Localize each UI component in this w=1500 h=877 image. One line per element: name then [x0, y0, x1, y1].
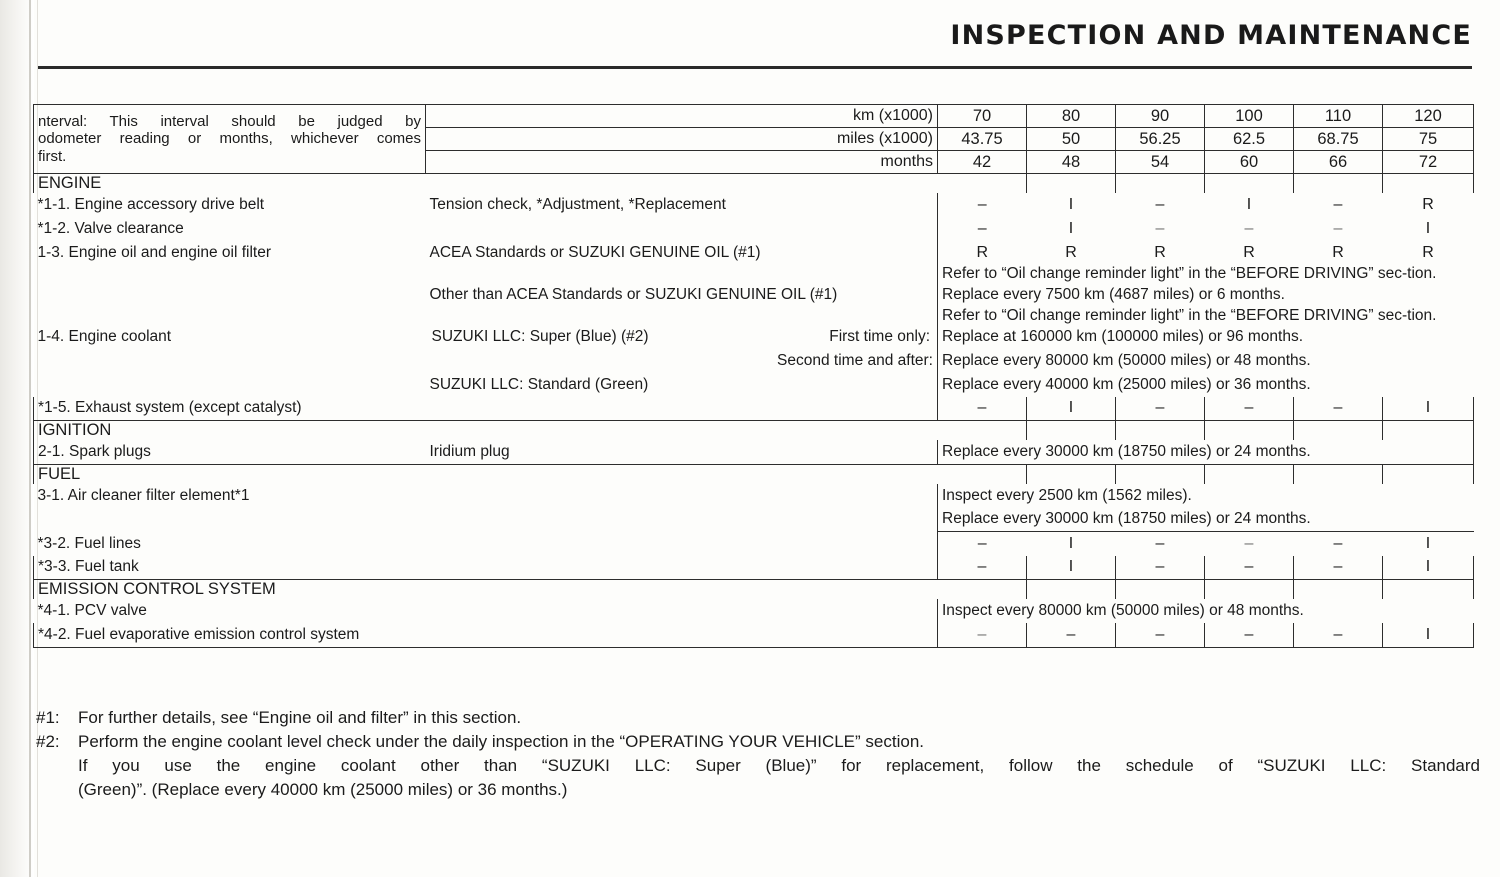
- header-divider: [38, 66, 1472, 69]
- mark-1-5-100: –: [1205, 397, 1294, 421]
- km-value-90: 90: [1116, 105, 1205, 128]
- mark-1-3-110: R: [1332, 243, 1344, 261]
- months-value-2: 48: [1027, 151, 1116, 174]
- item-label-blank: [34, 508, 426, 532]
- spacer-cell: [1205, 421, 1294, 440]
- interval-note-line-1: nterval: This interval should be judged by: [38, 113, 421, 131]
- item-label-blank: [34, 283, 426, 307]
- item-label-1-5: *1-5. Exhaust system (except catalyst): [34, 397, 426, 421]
- km-value-70: 70: [938, 105, 1027, 128]
- table-row: [34, 283, 1474, 307]
- table-row: [34, 440, 1474, 464]
- item-desc-2-1: Iridium plug: [426, 440, 938, 464]
- table-row: [34, 532, 1474, 556]
- mark-3-3-80: I: [1027, 556, 1116, 580]
- mark-3-3-110: –: [1294, 556, 1383, 580]
- mark-1-1-70: –: [938, 193, 1027, 217]
- mark-1-3-100: R: [1243, 243, 1255, 261]
- mark-3-2-70: –: [938, 532, 1027, 556]
- table-row: [34, 484, 1474, 508]
- item-label-1-3: 1-3. Engine oil and engine oil filter: [37, 244, 272, 262]
- mark-1-2-120: I: [1425, 219, 1431, 237]
- table-row: [34, 105, 1474, 128]
- spacer-cell: [1205, 174, 1294, 193]
- mark-1-1-80: I: [1068, 195, 1074, 213]
- section-title-engine: ENGINE: [34, 174, 938, 193]
- mark-1-2-90: –: [1155, 219, 1165, 237]
- note-oil-reminder-2: Refer to “Oil change reminder light” in the “BEFORE DRIVING” sec-tion.: [938, 307, 1474, 325]
- months-value-5: 66: [1294, 151, 1383, 174]
- item-label-1-1: *1-1. Engine accessory drive belt: [37, 196, 265, 214]
- km-value-110: 110: [1294, 105, 1383, 128]
- note-air-cleaner-replace: Replace every 30000 km (18750 miles) or 24 months.: [938, 508, 1474, 532]
- mark-3-2-120: I: [1425, 534, 1431, 552]
- table-row: [34, 217, 1474, 241]
- mark-1-5-110: –: [1294, 397, 1383, 421]
- mark-1-3-90: R: [1154, 243, 1166, 261]
- miles-value-4: 62.5: [1205, 128, 1294, 151]
- miles-value-5: 68.75: [1294, 128, 1383, 151]
- note-pcv-valve: Inspect every 80000 km (50000 miles) or 48 months.: [938, 599, 1474, 623]
- footnote-2: [36, 730, 1480, 754]
- section-header-row: [34, 464, 1474, 483]
- section-title-fuel: FUEL: [34, 464, 938, 483]
- mark-1-2-70: –: [938, 217, 1027, 241]
- months-value-1: 42: [938, 151, 1027, 174]
- prefix-second-time-and-after: Second time and after:: [777, 351, 933, 369]
- item-desc-1-1: Tension check, *Adjustment, *Replacement: [429, 196, 726, 214]
- spacer-cell: [938, 464, 1027, 483]
- section-title-ignition: IGNITION: [34, 421, 938, 440]
- spacer-cell: [1383, 421, 1474, 440]
- months-value-3: 54: [1116, 151, 1205, 174]
- spacer-cell: [1116, 464, 1205, 483]
- item-desc-3-2: [426, 532, 938, 556]
- table-row: [34, 556, 1474, 580]
- miles-value-2: 50: [1027, 128, 1116, 151]
- item-desc-3-1: [426, 484, 938, 508]
- months-value-6: 72: [1383, 151, 1474, 174]
- item-label-blank: [34, 373, 426, 397]
- mark-4-2-100: –: [1205, 623, 1294, 647]
- table-row: [34, 349, 1474, 373]
- table-row: [34, 265, 1474, 283]
- footnote-2-text-line-1: Perform the engine coolant level check under the daily inspection in the “OPERATING YOUR VEHICLE” section.: [78, 732, 924, 752]
- item-desc-4-1: [426, 599, 938, 623]
- mark-3-3-90: –: [1116, 556, 1205, 580]
- item-desc-1-5: [426, 397, 938, 421]
- maintenance-schedule-table: [33, 104, 1473, 648]
- footnotes: [36, 706, 1480, 803]
- section-header-row: [34, 421, 1474, 440]
- mark-1-1-120: R: [1422, 195, 1434, 213]
- item-label-3-1: 3-1. Air cleaner filter element*1: [37, 486, 250, 504]
- note-air-cleaner-inspect: Inspect every 2500 km (1562 miles).: [938, 484, 1474, 508]
- item-desc-3-3: [426, 556, 938, 580]
- mark-1-5-70: –: [938, 397, 1027, 421]
- table-row: [34, 623, 1474, 647]
- item-label-4-2: *4-2. Fuel evaporative emission control system: [34, 623, 426, 647]
- mark-4-2-80: –: [1027, 623, 1116, 647]
- unit-label-months: months: [426, 151, 938, 174]
- item-desc-blank: [426, 265, 938, 283]
- item-label-1-4: 1-4. Engine coolant: [37, 327, 172, 345]
- spacer-cell: [1027, 421, 1116, 440]
- spacer-cell: [1205, 580, 1294, 599]
- footnote-2-key: #2:: [36, 732, 60, 752]
- table-row: [34, 373, 1474, 397]
- interval-note-line-2: odometer reading or months, whichever comes: [38, 130, 421, 148]
- note-oil-reminder-1: Refer to “Oil change reminder light” in the “BEFORE DRIVING” sec-tion.: [938, 265, 1474, 283]
- spacer-cell: [1027, 174, 1116, 193]
- note-coolant-second-time: Replace every 80000 km (50000 miles) or 48 months.: [938, 349, 1474, 373]
- table-row: [34, 241, 1474, 265]
- mark-1-5-120: I: [1383, 397, 1474, 421]
- unit-label-miles: miles (x1000): [426, 128, 938, 151]
- km-value-120: 120: [1383, 105, 1474, 128]
- mark-1-1-90: –: [1155, 195, 1165, 213]
- miles-value-1: 43.75: [938, 128, 1027, 151]
- table-row: [34, 193, 1474, 217]
- item-desc-1-3: ACEA Standards or SUZUKI GENUINE OIL (#1): [429, 244, 761, 262]
- footnote-1: [36, 706, 1480, 730]
- mark-1-1-110: –: [1333, 195, 1343, 213]
- section-header-row: [34, 580, 1474, 599]
- spacer-cell: [1294, 174, 1383, 193]
- km-value-100: 100: [1205, 105, 1294, 128]
- miles-value-6: 75: [1383, 128, 1474, 151]
- mark-3-3-70: –: [938, 556, 1027, 580]
- mark-4-2-110: –: [1294, 623, 1383, 647]
- spacer-cell: [1294, 580, 1383, 599]
- item-label-3-3: *3-3. Fuel tank: [34, 556, 426, 580]
- spacer-cell: [1383, 464, 1474, 483]
- mark-3-2-100: –: [1244, 534, 1254, 552]
- coolant-super-cell: [426, 325, 938, 349]
- interval-note-cell: [34, 105, 426, 174]
- mark-3-2-110: –: [1333, 534, 1343, 552]
- footnote-2-text-line-2: If you use the engine coolant other than “SUZUKI LLC: Super (Blue)” for replacement, follow the schedule of “SUZUKI LLC: Standard: [78, 756, 1480, 776]
- mark-4-2-120: I: [1383, 623, 1474, 647]
- page-title: INSPECTION AND MAINTENANCE: [950, 20, 1472, 51]
- spacer-cell: [938, 174, 1027, 193]
- item-desc-1-2: [426, 217, 938, 241]
- mark-1-1-100: I: [1246, 195, 1252, 213]
- spacer-cell: [1116, 421, 1205, 440]
- mark-1-2-110: –: [1333, 219, 1343, 237]
- item-label-4-1: *4-1. PCV valve: [37, 602, 147, 620]
- mark-3-3-120: I: [1383, 556, 1474, 580]
- item-label-1-2: *1-2. Valve clearance: [37, 220, 184, 238]
- interval-note-line-3: first.: [38, 147, 67, 165]
- spacer-cell: [1205, 464, 1294, 483]
- mark-4-2-70: –: [938, 623, 1027, 647]
- item-desc-blank: [426, 307, 938, 325]
- spacer-cell: [1027, 464, 1116, 483]
- spacer-cell: [1294, 421, 1383, 440]
- spacer-cell: [1294, 464, 1383, 483]
- spacer-cell: [938, 421, 1027, 440]
- note-spark-plugs: Replace every 30000 km (18750 miles) or 24 months.: [938, 440, 1474, 464]
- mark-1-3-80: R: [1065, 243, 1077, 261]
- mark-1-2-80: I: [1068, 219, 1074, 237]
- table-row: [34, 307, 1474, 325]
- spacer-cell: [1116, 580, 1205, 599]
- mark-1-5-80: I: [1027, 397, 1116, 421]
- months-value-4: 60: [1205, 151, 1294, 174]
- unit-label-km: km (x1000): [426, 105, 938, 128]
- scan-line-left: [29, 0, 31, 877]
- spacer-cell: [1027, 580, 1116, 599]
- table-row: [34, 325, 1474, 349]
- mark-1-2-100: –: [1244, 219, 1254, 237]
- section-title-emission: EMISSION CONTROL SYSTEM: [34, 580, 938, 599]
- table-row: [34, 599, 1474, 623]
- note-replace-7500: Replace every 7500 km (4687 miles) or 6 months.: [938, 283, 1474, 307]
- miles-value-3: 56.25: [1116, 128, 1205, 151]
- item-desc-coolant-standard: SUZUKI LLC: Standard (Green): [429, 375, 649, 393]
- item-desc-blank: [426, 508, 938, 532]
- mark-1-3-120: R: [1422, 243, 1434, 261]
- item-desc-4-2: [426, 623, 938, 647]
- mark-1-5-90: –: [1116, 397, 1205, 421]
- item-label-blank: [34, 265, 426, 283]
- footnote-1-key: #1:: [36, 708, 60, 727]
- mark-4-2-90: –: [1116, 623, 1205, 647]
- item-label-2-1: 2-1. Spark plugs: [34, 440, 426, 464]
- spacer-cell: [1116, 174, 1205, 193]
- mark-3-2-80: I: [1068, 534, 1074, 552]
- table-row: [34, 508, 1474, 532]
- item-label-3-2: *3-2. Fuel lines: [37, 534, 141, 552]
- item-label-blank: [34, 349, 426, 373]
- item-desc-coolant-super: SUZUKI LLC: Super (Blue) (#2): [431, 327, 649, 345]
- note-coolant-standard: Replace every 40000 km (25000 miles) or 36 months.: [938, 373, 1474, 397]
- item-desc-other-oil: Other than ACEA Standards or SUZUKI GENUINE OIL (#1): [429, 285, 838, 303]
- mark-3-2-90: –: [1155, 534, 1165, 552]
- spacer-cell: [938, 580, 1027, 599]
- footnote-2-continuation: [36, 754, 1480, 802]
- item-label-blank: [34, 307, 426, 325]
- mark-1-3-70: R: [938, 241, 1027, 265]
- prefix-first-time-only: First time only:: [829, 327, 930, 345]
- mark-3-3-100: –: [1205, 556, 1294, 580]
- km-value-80: 80: [1027, 105, 1116, 128]
- section-header-row: [34, 174, 1474, 193]
- table-row: [34, 397, 1474, 421]
- note-coolant-first-time: Replace at 160000 km (100000 miles) or 96 months.: [938, 325, 1474, 349]
- footnote-1-text: For further details, see “Engine oil and filter” in this section.: [78, 708, 522, 727]
- footnote-2-text-line-3: (Green)”. (Replace every 40000 km (25000 miles) or 36 months.): [78, 780, 568, 800]
- spacer-cell: [1383, 580, 1474, 599]
- spacer-cell: [1383, 174, 1474, 193]
